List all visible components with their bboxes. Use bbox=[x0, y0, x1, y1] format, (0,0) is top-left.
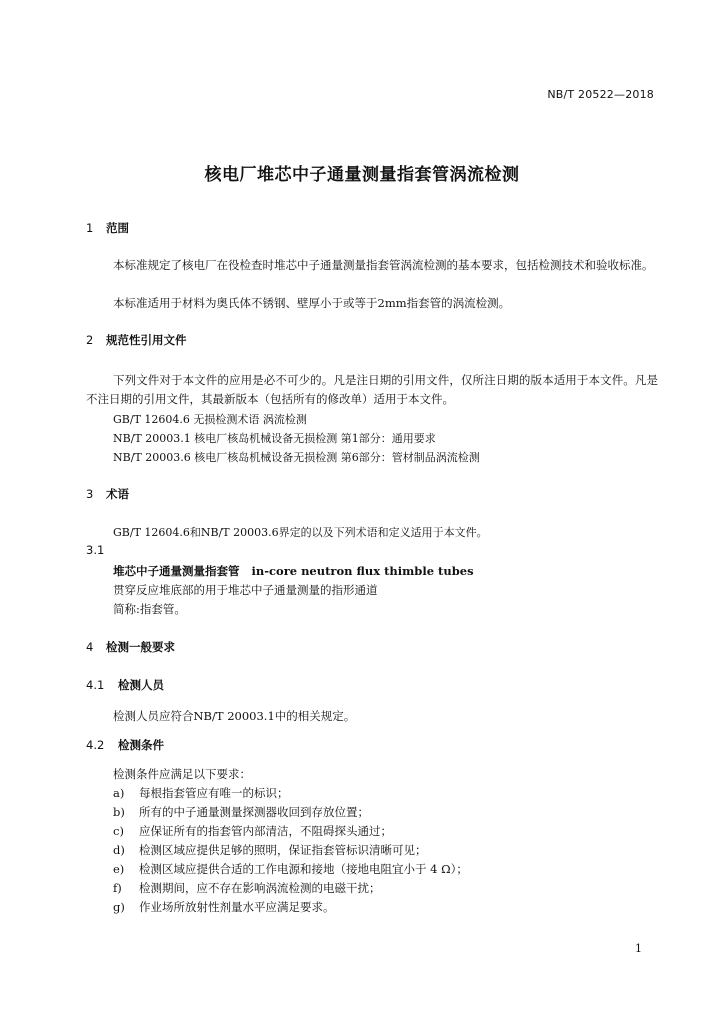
section-4-heading bbox=[86, 639, 175, 655]
section-title: 检测一般要求 bbox=[106, 640, 175, 654]
term-english: in-core neutron flux thimble tubes bbox=[251, 564, 474, 578]
section-number: 4 bbox=[86, 640, 94, 654]
section-1-paragraph-1: 本标准规定了核电厂在役检查时堆芯中子通量测量指套管涡流检测的基本要求，包括检测技术和验收标准。 bbox=[113, 258, 654, 272]
page-number: 1 bbox=[635, 942, 642, 955]
list-item-text: 应保证所有的指套管内部清洁，不阻碍探头通过； bbox=[139, 824, 392, 838]
list-item-letter: a) bbox=[113, 786, 125, 800]
list-item-letter: e) bbox=[113, 862, 125, 876]
reference-item: GB/T 12604.6 无损检测术语 涡流检测 bbox=[113, 413, 307, 426]
document-title: 核电厂堆芯中子通量测量指套管涡流检测 bbox=[204, 165, 520, 185]
subsection-number: 4.1 bbox=[86, 678, 105, 692]
list-item-text: 作业场所放射性剂量水平应满足要求。 bbox=[139, 900, 335, 914]
section-2-paragraph-1: 下列文件对于本文件的应用是必不可少的。凡是注日期的引用文件，仅所注日期的版本适用于本文件。凡是不注日期的引用文件，其最新版本（包括所有的修改单）适用于本文件。 bbox=[86, 373, 658, 406]
list-item-letter: f) bbox=[113, 881, 122, 895]
subsection-title: 检测条件 bbox=[118, 738, 164, 752]
section-4-1-heading bbox=[86, 677, 164, 693]
section-title: 范围 bbox=[106, 221, 129, 235]
list-item bbox=[113, 899, 335, 915]
section-title: 规范性引用文件 bbox=[106, 333, 187, 347]
section-number: 2 bbox=[86, 333, 94, 347]
section-3-heading bbox=[86, 486, 129, 502]
subsection-number: 4.2 bbox=[86, 738, 105, 752]
list-item-text: 所有的中子通量测量探测器收回到存放位置； bbox=[139, 805, 369, 819]
reference-item: NB/T 20003.6 核电厂核岛机械设备无损检测 第6部分：管材制品涡流检测 bbox=[113, 451, 480, 464]
section-title: 术语 bbox=[106, 487, 129, 501]
section-number: 1 bbox=[86, 221, 94, 235]
term-chinese: 堆芯中子通量测量指套管 bbox=[113, 564, 240, 578]
section-2-heading bbox=[86, 332, 187, 348]
list-item-letter: c) bbox=[113, 824, 124, 838]
section-1-paragraph-2: 本标准适用于材料为奥氏体不锈钢、壁厚小于或等于2mm指套管的涡流检测。 bbox=[113, 296, 511, 310]
section-number: 3 bbox=[86, 487, 94, 501]
list-item-text: 每根指套管应有唯一的标识； bbox=[139, 786, 289, 800]
section-3-paragraph-1: GB/T 12604.6和NB/T 20003.6界定的以及下列术语和定义适用于本文件。 bbox=[113, 526, 488, 539]
list-item-letter: g) bbox=[113, 900, 125, 914]
list-item-text: 检测区域应提供合适的工作电源和接地（接地电阻宜小于 4 Ω）； bbox=[139, 862, 468, 876]
term-definition: 贯穿反应堆底部的用于堆芯中子通量测量的指形通道 bbox=[113, 583, 378, 597]
section-4-1-text: 检测人员应符合NB/T 20003.1中的相关规定。 bbox=[113, 709, 356, 723]
term-number: 3.1 bbox=[86, 543, 105, 557]
subsection-title: 检测人员 bbox=[118, 678, 164, 692]
list-item-text: 检测期间，应不存在影响涡流检测的电磁干扰； bbox=[139, 881, 381, 895]
list-item bbox=[113, 842, 427, 858]
standard-code: NB/T 20522—2018 bbox=[547, 88, 654, 101]
term-entry bbox=[113, 563, 474, 579]
list-item-letter: b) bbox=[113, 805, 125, 819]
reference-item: NB/T 20003.1 核电厂核岛机械设备无损检测 第1部分：通用要求 bbox=[113, 432, 436, 445]
list-item bbox=[113, 823, 392, 839]
list-item-text: 检测区域应提供足够的照明，保证指套管标识清晰可见； bbox=[139, 843, 427, 857]
section-4-2-intro: 检测条件应满足以下要求： bbox=[113, 767, 251, 781]
list-item bbox=[113, 880, 381, 896]
section-4-2-heading bbox=[86, 737, 164, 753]
section-1-heading bbox=[86, 220, 129, 236]
list-item bbox=[113, 785, 289, 801]
list-item bbox=[113, 861, 468, 877]
term-abbreviation: 简称:指套管。 bbox=[113, 602, 186, 616]
list-item-letter: d) bbox=[113, 843, 125, 857]
list-item bbox=[113, 804, 369, 820]
